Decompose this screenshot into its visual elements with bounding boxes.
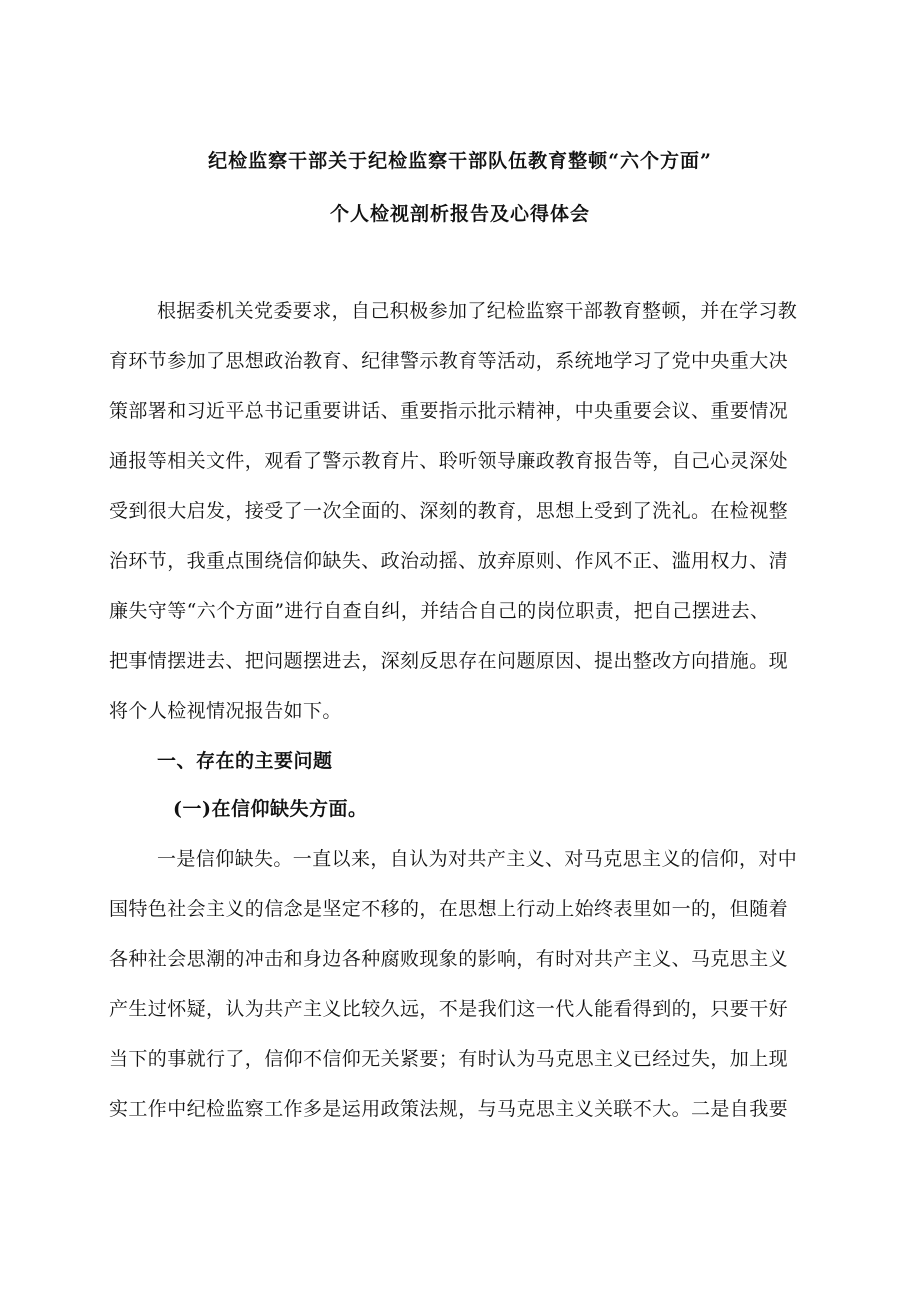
- intro-line-9: 将个人检视情况报告如下。: [109, 700, 342, 722]
- document-title-line-2: 个人检视剖析报告及心得体会: [329, 203, 590, 225]
- intro-line-3: 策部署和习近平总书记重要讲话、重要指示批示精神，中央重要会议、重要情况: [109, 400, 789, 422]
- body-line-6: 实工作中纪检监察工作多是运用政策法规，与马克思主义关联不大。二是自我要: [109, 1098, 789, 1120]
- section-1-heading: 一、存在的主要问题: [157, 750, 333, 772]
- subsection-1-heading: (一)在信仰缺失方面。: [173, 798, 368, 820]
- intro-line-7: 廉失守等“六个方面”进行自查自纠，并结合自己的岗位职责，把自己摆进去、: [109, 600, 770, 622]
- intro-line-4: 通报等相关文件，观看了警示教育片、聆听领导廉政教育报告等，自己心灵深处: [109, 450, 789, 472]
- intro-line-8: 把事情摆进去、把问题摆进去，深刻反思存在问题原因、提出整改方向措施。现: [109, 650, 789, 672]
- intro-line-2: 育环节参加了思想政治教育、纪律警示教育等活动，系统地学习了党中央重大决: [109, 350, 789, 372]
- body-line-1: 一是信仰缺失。一直以来，自认为对共产主义、对马克思主义的信仰，对中: [157, 848, 798, 870]
- intro-line-1: 根据委机关党委要求，自己积极参加了纪检监察干部教育整顿，并在学习教: [157, 300, 798, 322]
- body-line-2: 国特色社会主义的信念是坚定不移的，在思想上行动上始终表里如一的，但随着: [109, 898, 789, 920]
- body-line-5: 当下的事就行了，信仰不信仰无关紧要；有时认为马克思主义已经过失，加上现: [109, 1048, 789, 1070]
- body-line-3: 各种社会思潮的冲击和身边各种腐败现象的影响，有时对共产主义、马克思主义: [109, 948, 789, 970]
- body-line-4: 产生过怀疑，认为共产主义比较久远，不是我们这一代人能看得到的，只要干好: [109, 998, 789, 1020]
- intro-line-6: 治环节，我重点围绕信仰缺失、政治动摇、放弃原则、作风不正、滥用权力、清: [109, 550, 789, 572]
- document-title-line-1: 纪检监察干部关于纪检监察干部队伍教育整顿“六个方面”: [208, 150, 712, 172]
- intro-line-5: 受到很大启发，接受了一次全面的、深刻的教育，思想上受到了洗礼。在检视整: [109, 500, 789, 522]
